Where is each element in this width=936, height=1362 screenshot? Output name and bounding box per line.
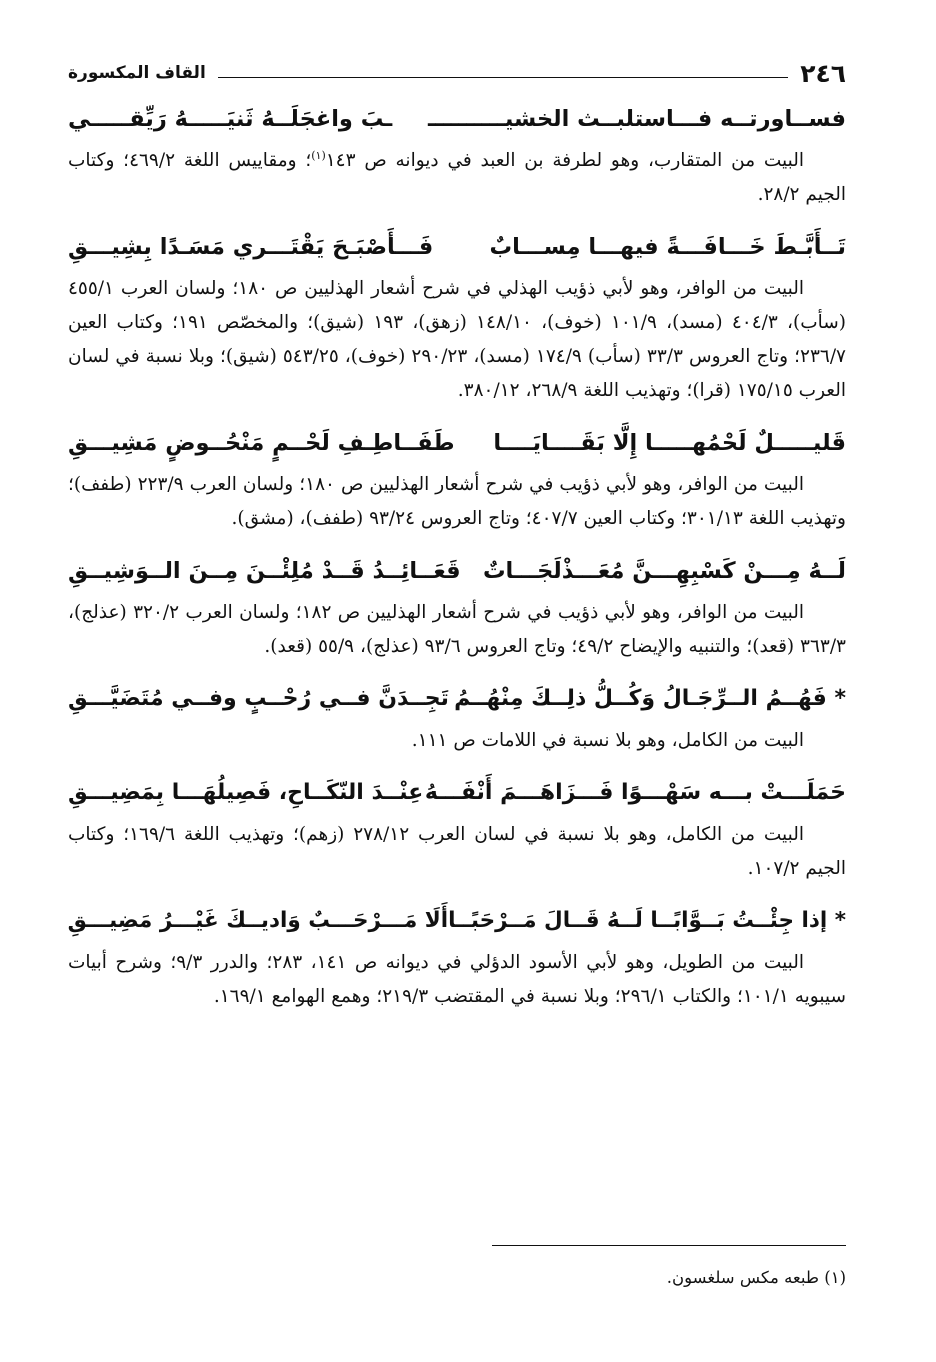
document-page: [68, 56, 846, 1014]
verse-commentary: البيت من الكامل، وهو بلا نسبة في لسان العرب ٢٧٨/١٢ (زهم)؛ وتهذيب اللغة ١٦٩/٦؛ وكتاب الجيم ١٠٧/٢.: [68, 824, 846, 879]
verse-second-hemistich: فَـــأَصْبَـحَ يَقْتَـــري مَسَـدًا بِشِيـــقِ: [68, 234, 434, 260]
verse-first-hemistich: حَمَلَـــتْ بـــه سَهْـــوًا فَـــزَاهَـــمَ أَنْفَـــهُ: [424, 780, 846, 805]
verse-first-hemistich: لَــهُ مِـــنْ كَسْبِهِـــنَّ مُعَـــذْلَجَـــاتٌ: [482, 558, 846, 584]
verse-second-hemistich: طَفَــاطِـفِ لَحْــمٍ مَنْحُــوضٍ مَشِيـــقِ: [68, 430, 455, 456]
verse-line: [68, 896, 846, 946]
verse-line: [68, 674, 846, 724]
footnote: (١) طبعه مكس سلغسون.: [666, 1268, 846, 1287]
commentary-text: البيت من المتقارب، وهو لطرفة بن العبد في ديوانه ص ١٤٣: [325, 150, 804, 171]
page-number: ٢٤٦: [800, 58, 846, 88]
footnote-rule: [492, 1245, 846, 1246]
commentary-text: ؛ ومقاييس اللغة ٤٦٩/٢؛ وكتاب الجيم ٢٨/٢.: [68, 150, 846, 205]
verse-entry: [68, 896, 846, 1014]
page-header: [68, 56, 846, 90]
verse-first-hemistich: قَليـــــلٌ لَحْمُهـــــا إِلَّا بَقَــــايَــــا: [493, 430, 846, 456]
verse-commentary: البيت من الكامل، وهو بلا نسبة في اللامات ص ١١١.: [411, 730, 804, 751]
verse-second-hemistich: عِنْــدَ النّكَــاحِ، فَصِيلُهَـــا بِمَضِيـــقِ: [68, 780, 424, 805]
verse-entry: [68, 546, 846, 664]
verse-commentary: البيت من الطويل، وهو لأبي الأسود الدؤلي في ديوانه ص ١٤١، ٢٨٣؛ والدرر ٩/٣؛ وشرح أبيات سيبويه ١٠١/١؛ والكتاب ٢٩٦/١؛ وبلا نسبة في المقتضب ٢١٩/٣؛ وهمع الهوامع ١٦٩/١.: [68, 952, 846, 1007]
verse-line: [68, 94, 846, 144]
verse-second-hemistich: ـبَ واغجَلَــهُ ثَنيَـــــهُ رَيِّقـــــي: [68, 106, 393, 132]
verse-commentary: البيت من الوافر، وهو لأبي ذؤيب في شرح أشعار الهذليين ص ١٨٠؛ ولسان العرب ٢٢٣/٩ (طفف)؛ وتهذيب اللغة ٣٠١/١٣؛ وكتاب العين ٤٠٧/٧؛ وتاج العروس ٩٣/٢٤ (طفف)، (مشق).: [68, 474, 846, 529]
verse-entry: [68, 94, 846, 212]
verse-first-hemistich: * فَهُــمُ الــرِّجَـالُ وَكُــلُّ ذلِــكَ مِنْهُــمُ: [454, 686, 846, 711]
header-rule: [218, 77, 788, 78]
verse-commentary: البيت من الوافر، وهو لأبي ذؤيب في شرح أشعار الهذليين ص ١٨٢؛ ولسان العرب ٣٢٠/٢ (عذلج)، ٣٦٣/٣ (قعد)؛ والتنبيه والإيضاح ٤٩/٢؛ وتاج العروس ٩٣/٦ (عذلج)، ٥٥/٩ (قعد).: [68, 602, 846, 657]
verse-entry: [68, 418, 846, 536]
verse-entry: [68, 768, 846, 886]
verse-first-hemistich: فســاورتــه فـــاستلبــث الخشيــــــــــ: [427, 106, 846, 132]
verse-first-hemistich: * إذا جِئْــتُ بَــوَّابًــا لَــهُ قَــالَ مَــرْحَبًــا: [448, 908, 846, 933]
verse-commentary: [68, 144, 846, 212]
verse-second-hemistich: أَلَا مَـــرْحَـــبٌ وَاديــكَ غَيْـــرُ مَضِيـــقِ: [67, 908, 449, 933]
verse-first-hemistich: تَــأَبَّـطَ خَـــافَـــةً فيهـــا مِســـابٌ: [489, 234, 846, 260]
verse-second-hemistich: قَعَــائِــدُ قَــدْ مُلِئْــنَ مِــنَ الــوَشِيــقِ: [68, 558, 461, 584]
footnote-marker: (١): [311, 148, 326, 162]
verse-second-hemistich: تَجِــدَنَّ فــي رُحْــبٍ وفــي مُتَضَيَّـــقِ: [68, 686, 449, 711]
verse-commentary: البيت من الوافر، وهو لأبي ذؤيب الهذلي في شرح أشعار الهذليين ص ١٨٠؛ ولسان العرب ٤٥٥/١ (سأب)، ٤٠٤/٣ (مسد)، ١٠١/٩ (خوف)، ١٤٨/١٠ (زهق)، ١٩٣ (شيق)؛ والمخصّص ١٩١؛ وكتاب العين ٢٣٦/٧؛ وتاج العروس ٣٣/٣ (سأب) ١٧٤/٩ (مسد)، ٢٩٠/٢٣ (خوف)، ٥٤٣/٢٥ (شيق)؛ وبلا نسبة في لسان العرب ١٧٥/١٥ (قرا)؛ وتهذيب اللغة ٢٦٨/٩، ٣٨٠/١٢.: [68, 278, 846, 401]
verse-line: [68, 222, 846, 272]
verse-entry: [68, 674, 846, 758]
verse-line: [68, 418, 846, 468]
verse-entry: [68, 222, 846, 408]
verse-line: [68, 768, 846, 818]
verse-line: [68, 546, 846, 596]
running-title: القاف المكسورة: [68, 63, 206, 83]
